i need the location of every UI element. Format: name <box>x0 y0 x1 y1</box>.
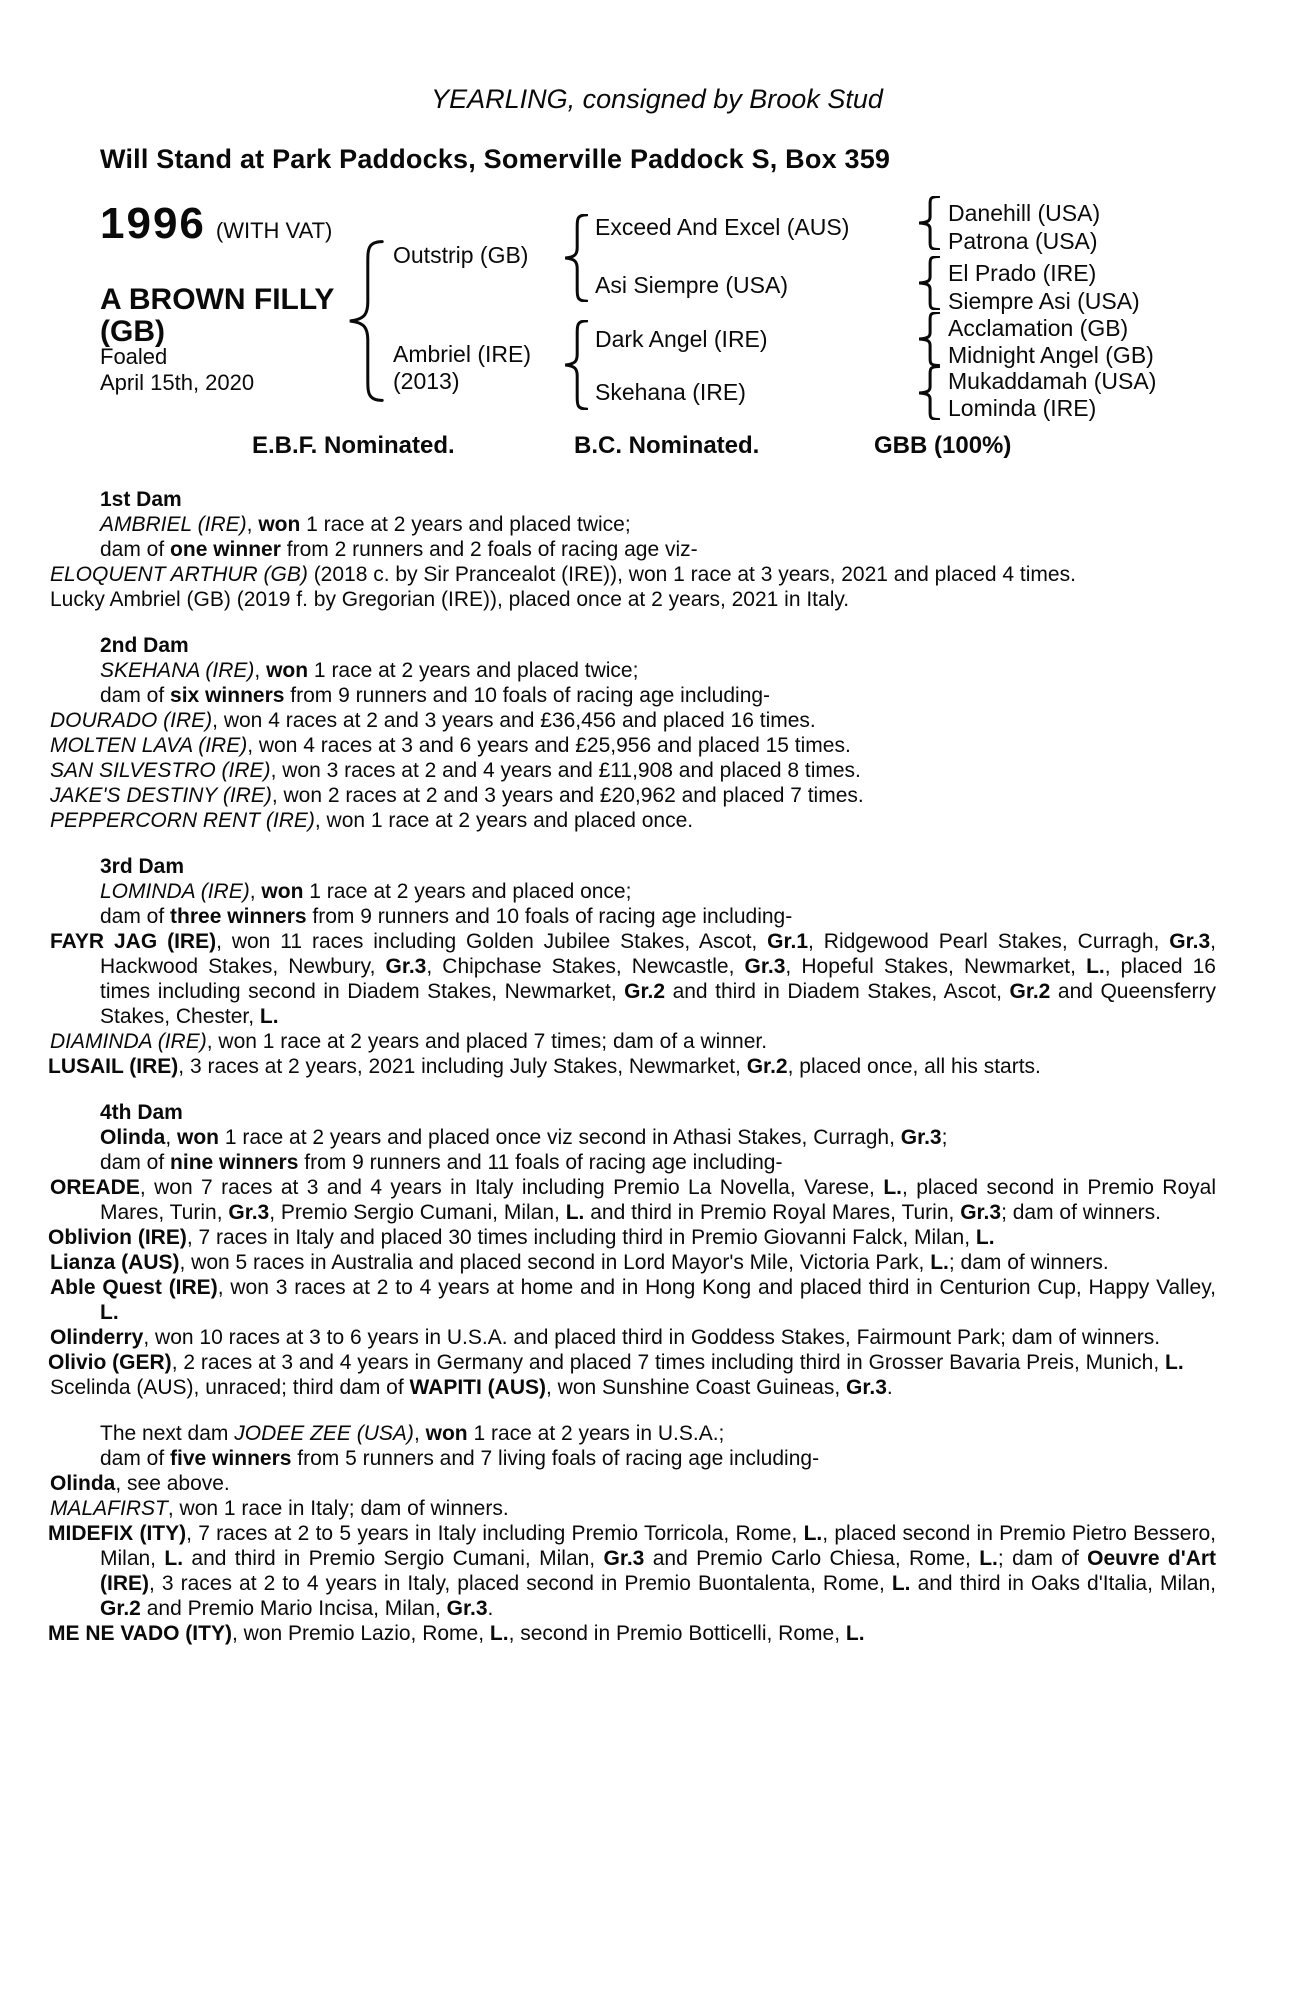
horse-name <box>100 284 334 348</box>
pedigree-ggp-pair <box>948 199 1100 255</box>
pedigree-text-line: MOLTEN LAVA (IRE), won 4 races at 3 and 6 years and £25,956 and placed 15 times. <box>50 734 851 757</box>
pedigree-ggp-name: Siempre Asi (USA) <box>948 288 1140 314</box>
pedigree-text-line: SKEHANA (IRE), won 1 race at 2 years and placed twice; <box>100 659 639 682</box>
pedigree-text-line: AMBRIEL (IRE), won 1 race at 2 years and placed twice; <box>100 513 631 536</box>
pedigree-text-line: LUSAIL (IRE), 3 races at 2 years, 2021 including July Stakes, Newmarket, Gr.2, placed once, all his starts. <box>48 1055 1041 1078</box>
foaled-label: Foaled <box>100 344 168 369</box>
pedigree-text-line: Olinda, see above. <box>50 1472 230 1495</box>
pedigree-granddam-1: Asi Siempre (USA) <box>595 272 788 298</box>
pedigree-text-line: Lianza (AUS), won 5 races in Australia and placed second in Lord Mayor's Mile, Victoria Park, L.; dam of winners. <box>50 1251 1109 1274</box>
pedigree-ggp-pair <box>948 315 1154 369</box>
section-heading: 2nd Dam <box>100 634 189 657</box>
pedigree-brace-icon <box>918 256 940 310</box>
pedigree-ggp-name: Mukaddamah (USA) <box>948 368 1157 394</box>
pedigree-text-line: dam of three winners from 9 runners and 10 foals of racing age including- <box>100 905 793 928</box>
pedigree-text-line: The next dam JODEE ZEE (USA), won 1 race at 2 years in U.S.A.; <box>100 1422 725 1445</box>
pedigree-body <box>48 487 1217 1646</box>
dam-section <box>50 633 1216 833</box>
pedigree-text-line: SAN SILVESTRO (IRE), won 3 races at 2 and 4 years and £11,908 and placed 8 times. <box>50 759 861 782</box>
pedigree-brace-icon <box>564 320 588 410</box>
pedigree-sire: Outstrip (GB) <box>393 242 529 268</box>
pedigree-text-line: dam of five winners from 5 runners and 7 living foals of racing age including- <box>100 1447 820 1470</box>
pedigree-ggp-name: Patrona (USA) <box>948 228 1098 254</box>
pedigree-text-line: ME NE VADO (ITY), won Premio Lazio, Rome, L., second in Premio Botticelli, Rome, L. <box>48 1622 865 1645</box>
pedigree-grandsire-1: Exceed And Excel (AUS) <box>595 214 850 240</box>
horse-name-line2: (GB) <box>100 315 165 348</box>
pedigree-text-line: Olivio (GER), 2 races at 3 and 4 years in Germany and placed 7 times including third in Grosser Bavaria Preis, Munich, L. <box>48 1351 1184 1374</box>
pedigree-brace-icon <box>564 214 588 302</box>
foaled-date: April 15th, 2020 <box>100 370 255 395</box>
pedigree-text-line: MALAFIRST, won 1 race in Italy; dam of winners. <box>50 1497 509 1520</box>
pedigree-text-line: dam of one winner from 2 runners and 2 foals of racing age viz- <box>100 538 698 561</box>
pedigree-text-line: FAYR JAG (IRE), won 11 races including Golden Jubilee Stakes, Ascot, Gr.1, Ridgewood Pearl Stakes, Curragh, Gr.3, Hackwood Stakes, Newbury, Gr.3, Chipchase Stakes, Newcastle, Gr.3, Hopeful Stakes, Newmarket, L., placed 16 times including second in Diadem Stakes, Newmarket, Gr.2 and third in Diadem Stakes, Ascot, Gr.2 and Queensferry Stakes, Chester, L. <box>50 930 1216 1028</box>
foaled-block <box>100 344 254 396</box>
pedigree-text-line: Lucky Ambriel (GB) (2019 f. by Gregorian (IRE)), placed once at 2 years, 2021 in Italy. <box>50 588 850 611</box>
pedigree-ggp-pair <box>948 259 1140 315</box>
section-heading: 3rd Dam <box>100 855 185 878</box>
section-heading: 1st Dam <box>100 488 182 511</box>
dam-section <box>48 1421 1217 1646</box>
pedigree-text-line: DIAMINDA (IRE), won 1 race at 2 years and placed 7 times; dam of a winner. <box>50 1030 768 1053</box>
dam-section <box>48 854 1216 1079</box>
pedigree-brace-icon <box>348 240 384 402</box>
pedigree-text-line: dam of six winners from 9 runners and 10 foals of racing age including- <box>100 684 771 707</box>
pedigree-ggp-name: Danehill (USA) <box>948 200 1101 226</box>
pedigree-text-line: dam of nine winners from 9 runners and 11 foals of racing age including- <box>100 1151 783 1174</box>
pedigree-text-line: OREADE, won 7 races at 3 and 4 years in Italy including Premio La Novella, Varese, L., placed second in Premio Royal Mares, Turin, Gr.3, Premio Sergio Cumani, Milan, L. and third in Premio Royal Mares, Turin, Gr.3; dam of winners. <box>50 1176 1216 1224</box>
pedigree-grandsire-2: Dark Angel (IRE) <box>595 326 768 352</box>
pedigree-text-line: Olinderry, won 10 races at 3 to 6 years in U.S.A. and placed third in Goddess Stakes, Fairmount Park; dam of winners. <box>50 1326 1161 1349</box>
pedigree-ggp-name: El Prado (IRE) <box>948 260 1097 286</box>
pedigree-text-line: DOURADO (IRE), won 4 races at 2 and 3 years and £36,456 and placed 16 times. <box>50 709 816 732</box>
pedigree-ggp-name: Acclamation (GB) <box>948 315 1129 341</box>
gbb-label: GBB (100%) <box>874 432 1012 459</box>
pedigree-text-line: Able Quest (IRE), won 3 races at 2 to 4 years at home and in Hong Kong and placed third in Centurion Cup, Happy Valley, L. <box>50 1276 1216 1324</box>
lot-number: 1996 <box>100 199 206 248</box>
pedigree-brace-icon <box>918 312 940 366</box>
pedigree-ggp-pair <box>948 368 1156 422</box>
pedigree-text-line: Scelinda (AUS), unraced; third dam of WAPITI (AUS), won Sunshine Coast Guineas, Gr.3. <box>50 1376 893 1399</box>
pedigree-brace-icon <box>918 196 940 250</box>
section-heading: 4th Dam <box>100 1101 183 1124</box>
page-title: YEARLING, consigned by Brook Stud <box>431 84 883 114</box>
stand-location-line: Will Stand at Park Paddocks, Somerville Paddock S, Box 359 <box>100 144 891 174</box>
pedigree-text-line: PEPPERCORN RENT (IRE), won 1 race at 2 years and placed once. <box>50 809 694 832</box>
pedigree-dam-name: Ambriel (IRE) <box>393 341 532 367</box>
pedigree-granddam-2: Skehana (IRE) <box>595 379 746 405</box>
pedigree-text-line: Olinda, won 1 race at 2 years and placed once viz second in Athasi Stakes, Curragh, Gr.3; <box>100 1126 948 1149</box>
pedigree-ggp-name: Lominda (IRE) <box>948 395 1097 421</box>
pedigree-brace-icon <box>918 366 940 420</box>
bc-nominated-label: B.C. Nominated. <box>574 432 760 459</box>
pedigree-text-line: MIDEFIX (ITY), 7 races at 2 to 5 years in Italy including Premio Torricola, Rome, L., placed second in Premio Pietro Bessero, Milan, L. and third in Premio Sergio Cumani, Milan, Gr.3 and Premio Carlo Chiesa, Rome, L.; dam of Oeuvre d'Art (IRE), 3 races at 2 to 4 years in Italy, placed second in Premio Buontalenta, Rome, L. and third in Oaks d'Italia, Milan, Gr.2 and Premio Mario Incisa, Milan, Gr.3. <box>48 1522 1217 1620</box>
pedigree-text-line: JAKE'S DESTINY (IRE), won 2 races at 2 and 3 years and £20,962 and placed 7 times. <box>50 784 864 807</box>
pedigree-text-line: ELOQUENT ARTHUR (GB) (2018 c. by Sir Prancealot (IRE)), won 1 race at 3 years, 2021 and placed 4 times. <box>50 563 1076 586</box>
pedigree-dam <box>393 341 531 395</box>
pedigree-ggp-name: Midnight Angel (GB) <box>948 342 1154 368</box>
lot-number-line <box>100 199 333 248</box>
dam-section <box>50 487 1216 612</box>
ebf-nominated-label: E.B.F. Nominated. <box>252 432 455 459</box>
vat-note: (WITH VAT) <box>215 218 333 243</box>
dam-section <box>48 1100 1216 1400</box>
horse-name-line1: A BROWN FILLY <box>100 283 335 316</box>
pedigree-text-line: Oblivion (IRE), 7 races in Italy and placed 30 times including third in Premio Giovanni Falck, Milan, L. <box>48 1226 995 1249</box>
pedigree-text-line: LOMINDA (IRE), won 1 race at 2 years and placed once; <box>100 880 632 903</box>
pedigree-dam-year: (2013) <box>393 368 460 394</box>
